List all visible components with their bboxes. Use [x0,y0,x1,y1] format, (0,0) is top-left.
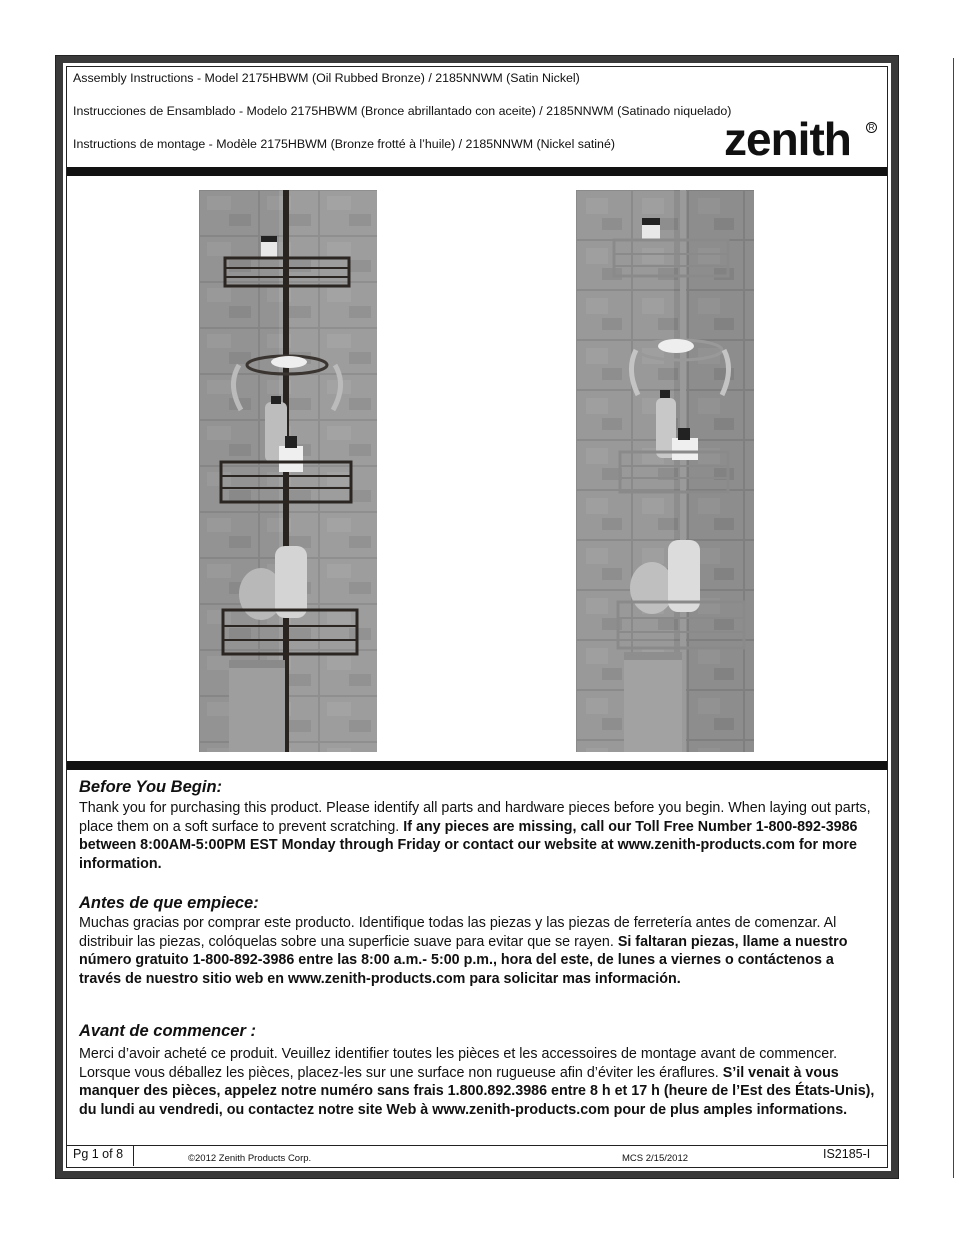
content-frame [66,66,888,1168]
page-number: Pg 1 of 8 [73,1147,124,1161]
title-english: Assembly Instructions - Model 2175HBWM (Oil Rubbed Bronze) / 2185NNWM (Satin Nickel) [73,71,580,85]
section-body-french [79,1045,879,1119]
title-spanish: Instrucciones de Ensamblado - Modelo 2175HBWM (Bronce abrillantado con aceite) / 2185NNWM (Satinado niquelado) [73,104,732,118]
section-title-spanish: Antes de que empiece: [79,894,259,912]
section-title-english: Before You Begin: [79,778,223,796]
section-body-spanish [79,914,879,988]
caddy-nickel-illustration [576,190,754,752]
copyright: ©2012 Zenith Products Corp. [188,1153,312,1164]
section-body-english [79,799,879,873]
footer-divider [133,1145,134,1166]
intro-text-english: Thank you for purchasing this product. Please identify all parts and hardware pieces before you begin. When laying out parts, place them on a soft surface to prevent scratching. [79,800,871,835]
photo-oil-rubbed-bronze [199,190,377,752]
zenith-logo: zenith [724,113,851,165]
photo-divider [67,761,887,770]
intro-text-spanish: Muchas gracias por comprar este producto. Identifique todas las piezas y las piezas de ferretería antes de comenzar. Al distribuir las piezas, colóquelas sobre una superficie suave para evitar que se rayen. [79,915,837,950]
caddy-bronze-illustration [199,190,377,752]
title-french: Instructions de montage - Modèle 2175HBWM (Bronze frotté à l’huile) / 2185NNWM (Nickel satiné) [73,137,615,151]
registered-mark-icon: R [866,122,877,133]
section-title-french: Avant de commencer : [79,1022,256,1040]
missing-parts-text-english: If any pieces are missing, call our Toll Free Number 1-800-892-3986 between 8:00AM-5:00PM EST Monday through Friday or contact our website at www.zenith-products.com for more information. [79,818,858,872]
intro-text-french: Merci d’avoir acheté ce produit. Veuillez identifier toutes les pièces et les accessoires de montage avant de commencer. Lorsque vous déballez les pièces, placez-les sur une surface non rugueuse afin d’éviter les éraflures. [79,1046,838,1081]
missing-parts-text-spanish: Si faltaran piezas, llame a nuestro número gratuito 1-800-892-3986 entre las 8:00 a.m.- 5:00 p.m., hora del este, de lunes a viernes o contáctenos a través de nuestro sitio web en www.zenith-products.com para solicitar mas información. [79,933,848,987]
missing-parts-text-french: S’il venait à vous manquer des pièces, appelez notre numéro sans frais 1.800.892.3986 entre 8 h et 17 h (heure de l’Est des États-Unis), du lundi au vendredi, ou contactez notre site Web à www.zenith-products.com pour de plus amples informations. [79,1064,875,1118]
photo-satin-nickel [576,190,754,752]
header-divider [67,167,887,176]
revision-date: MCS 2/15/2012 [622,1153,689,1164]
document-id: IS2185-I [823,1147,871,1161]
